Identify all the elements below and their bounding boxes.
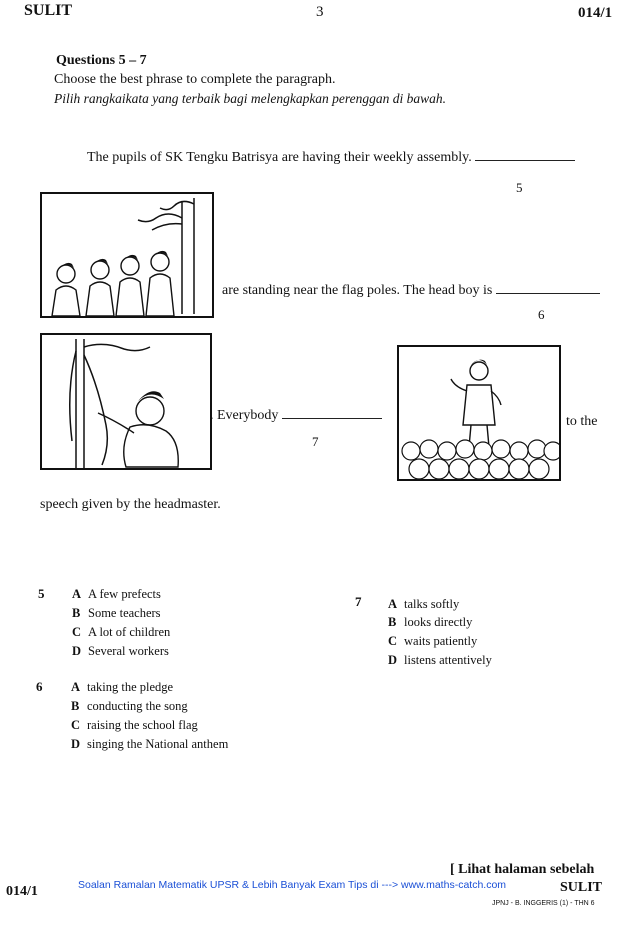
passage-line-2 <box>222 283 600 299</box>
paper-code: 014/1 <box>578 5 613 21</box>
blank-7-line <box>282 417 382 419</box>
question-6-option-a: A taking the pledge <box>71 680 174 694</box>
pupils-picture <box>40 192 214 318</box>
footer-paper-code: 014/1 <box>6 884 38 899</box>
footer-sulit: SULIT <box>560 880 603 895</box>
question-6-option-d: D singing the National anthem <box>71 737 229 751</box>
question-6-option-b: B conducting the song <box>71 699 188 713</box>
passage-line-3-text: . Everybody <box>210 408 279 423</box>
blank-5-number: 5 <box>516 180 523 195</box>
question-7-option-c: C waits patiently <box>388 634 478 648</box>
pupils-illustration <box>42 194 212 316</box>
headmaster-picture <box>397 345 561 481</box>
passage-line-1-text: The pupils of SK Tengku Batrisya are having their weekly assembly. <box>87 150 472 165</box>
blank-7-number: 7 <box>312 434 319 449</box>
instruction-english: Choose the best phrase to complete the paragraph. <box>54 72 336 87</box>
question-7-option-a: A talks softly <box>388 597 460 611</box>
footer-small-code: JPNJ - B. INGGERIS (1) - THN 6 <box>492 900 595 907</box>
question-6-option-c: C raising the school flag <box>71 718 198 732</box>
blank-5-line <box>475 159 575 161</box>
passage-line-3-end: to the <box>566 414 598 429</box>
questions-title: Questions 5 – 7 <box>56 53 147 68</box>
question-6-number: 6 <box>36 679 43 694</box>
turn-page-note: [ Lihat halaman sebelah <box>450 862 595 877</box>
flag-raising-picture <box>40 333 212 470</box>
passage-line-4: speech given by the headmaster. <box>40 497 221 512</box>
question-5-option-a: A A few prefects <box>72 587 161 601</box>
flag-raising-illustration <box>42 335 210 468</box>
question-5-option-b: B Some teachers <box>72 606 161 620</box>
passage-line-2-text: are standing near the flag poles. The head boy is <box>222 283 493 298</box>
question-5-option-d: D Several workers <box>72 644 169 658</box>
question-5-number: 5 <box>38 586 45 601</box>
question-5-option-c: C A lot of children <box>72 625 171 639</box>
blank-6-line <box>496 292 600 294</box>
passage-line-3 <box>210 408 382 424</box>
question-7-option-b: B looks directly <box>388 615 473 629</box>
page-number: 3 <box>316 4 324 20</box>
footer-promo-link[interactable]: Soalan Ramalan Matematik UPSR & Lebih Banyak Exam Tips di ---> www.maths-catch.com <box>78 879 507 891</box>
question-7-option-d: D listens attentively <box>388 653 492 667</box>
passage-line-1 <box>87 150 575 166</box>
headmaster-illustration <box>399 347 559 479</box>
instruction-malay: Pilih rangkaikata yang terbaik bagi melengkapkan perenggan di bawah. <box>54 91 447 106</box>
header-sulit: SULIT <box>24 2 73 19</box>
blank-6-number: 6 <box>538 307 545 322</box>
question-7-number: 7 <box>355 594 362 609</box>
